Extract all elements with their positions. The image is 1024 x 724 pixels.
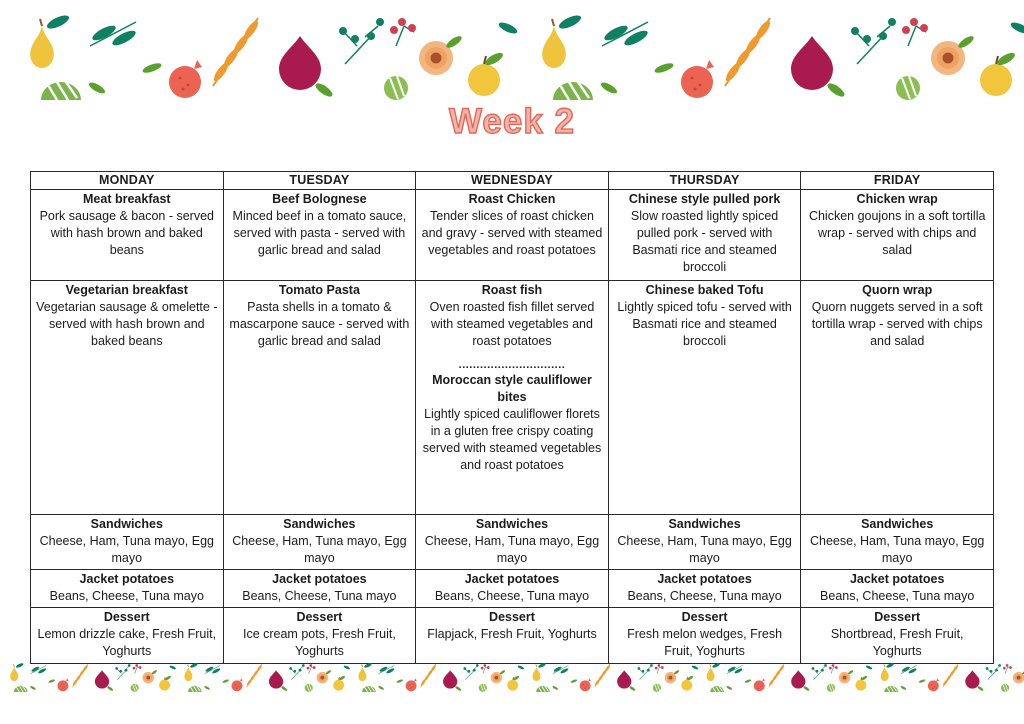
day-header-wednesday: WEDNESDAY: [416, 172, 609, 190]
fruit-border-bottom-icon: [0, 660, 1024, 696]
meal-title: Sandwiches: [475, 517, 549, 531]
menu-cell-friday-main: [801, 190, 994, 281]
meal-title: Jacket potatoes: [272, 572, 367, 586]
fruit-border-top-icon: [0, 6, 1024, 104]
meal-title: Sandwiches: [283, 517, 356, 531]
dotted-divider: ..............................: [458, 359, 566, 371]
menu-cell-wednesday-jacket-potatoes: [416, 570, 609, 608]
meal-desc: Beans, Cheese, Tuna mayo: [434, 589, 590, 603]
weekly-menu-table: [30, 171, 994, 664]
menu-cell-wednesday-vegetarian: [416, 281, 609, 515]
meal-desc: Pork sausage & bacon - served with hash brown and baked beans: [39, 209, 214, 257]
meal-title: Roast fish: [481, 283, 543, 297]
meal-title: Chinese baked Tofu: [645, 283, 764, 297]
menu-cell-thursday-dessert: [608, 608, 801, 664]
meal-desc: Lightly spiced tofu - served with Basmati rice and steamed broccoli: [617, 300, 792, 348]
menu-cell-wednesday-sandwiches: [416, 515, 609, 570]
menu-cell-thursday-main: [608, 190, 801, 281]
meal-title: Jacket potatoes: [657, 572, 752, 586]
menu-cell-friday-sandwiches: [801, 515, 994, 570]
meal-title: Dessert: [296, 610, 343, 624]
meal-desc: Tender slices of roast chicken and gravy - served with steamed vegetables and roast potatoes: [421, 209, 603, 257]
meal-desc: Beans, Cheese, Tuna mayo: [820, 589, 975, 603]
jacket-potatoes-row: [31, 570, 994, 608]
meal-title: Jacket potatoes: [464, 572, 560, 586]
meal-desc: Quorn nuggets served in a soft tortilla wrap - served with chips and salad: [811, 300, 983, 348]
meal-desc: Vegetarian sausage & omelette - served with hash brown and baked beans: [36, 300, 218, 348]
menu-cell-monday-sandwiches: [31, 515, 224, 570]
meal-title: Quorn wrap: [862, 283, 933, 297]
menu-cell-monday-jacket-potatoes: [31, 570, 224, 608]
meal-desc: Slow roasted lightly spiced pulled pork - served with Basmati rice and steamed broccoli: [630, 209, 779, 274]
meal-title-secondary: Moroccan style cauliflower bites: [432, 373, 592, 404]
menu-cell-wednesday-main: [416, 190, 609, 281]
meal-desc: Flapjack, Fresh Fruit, Yoghurts: [427, 627, 597, 641]
meal-desc: Lemon drizzle cake, Fresh Fruit, Yoghurts: [37, 627, 217, 658]
sandwiches-row: [31, 515, 994, 570]
meal-desc: Cheese, Ham, Tuna mayo, Egg mayo: [424, 534, 600, 565]
day-header-monday: MONDAY: [31, 172, 224, 190]
meal-desc-secondary: Lightly spiced cauliflower florets in a gluten free crispy coating served with steamed vegetables and roast potatoes: [422, 407, 602, 472]
meal-desc: Beans, Cheese, Tuna mayo: [49, 589, 204, 603]
menu-cell-wednesday-dessert: [416, 608, 609, 664]
meal-desc: Shortbread, Fresh Fruit, Yoghurts: [830, 627, 964, 658]
page-title: Week 2: [449, 102, 575, 141]
meal-title: Beef Bolognese: [272, 192, 367, 206]
menu-cell-tuesday-dessert: [223, 608, 416, 664]
meal-desc: Beans, Cheese, Tuna mayo: [242, 589, 397, 603]
meal-desc: Cheese, Ham, Tuna mayo, Egg mayo: [809, 534, 985, 565]
meal-title: Sandwiches: [90, 517, 163, 531]
meal-title: Dessert: [103, 610, 150, 624]
meal-desc: Ice cream pots, Fresh Fruit, Yoghurts: [242, 627, 396, 658]
menu-cell-monday-dessert: [31, 608, 224, 664]
menu-cell-monday-vegetarian: [31, 281, 224, 515]
meal-title: Sandwiches: [861, 517, 934, 531]
menu-cell-tuesday-main: [223, 190, 416, 281]
meal-title: Vegetarian breakfast: [65, 283, 188, 297]
meal-desc: Cheese, Ham, Tuna mayo, Egg mayo: [39, 534, 214, 565]
day-header-friday: FRIDAY: [801, 172, 994, 190]
meal-desc: Chicken goujons in a soft tortilla wrap - served with chips and salad: [808, 209, 986, 257]
menu-cell-tuesday-sandwiches: [223, 515, 416, 570]
vegetarian-row: [31, 281, 994, 515]
meal-title: Jacket potatoes: [849, 572, 945, 586]
menu-cell-friday-dessert: [801, 608, 994, 664]
menu-cell-monday-main: [31, 190, 224, 281]
day-header-thursday: THURSDAY: [608, 172, 801, 190]
menu-cell-friday-vegetarian: [801, 281, 994, 515]
meal-title: Chicken wrap: [856, 192, 938, 206]
meal-title: Dessert: [681, 610, 728, 624]
menu-cell-friday-jacket-potatoes: [801, 570, 994, 608]
meal-desc: Cheese, Ham, Tuna mayo, Egg mayo: [232, 534, 407, 565]
meal-title: Dessert: [489, 610, 535, 624]
menu-cell-thursday-jacket-potatoes: [608, 570, 801, 608]
meal-desc: Minced beef in a tomato sauce, served with pasta - served with garlic bread and salad: [232, 209, 407, 257]
main-course-row: [31, 190, 994, 281]
menu-cell-tuesday-vegetarian: [223, 281, 416, 515]
meal-title: Meat breakfast: [83, 192, 171, 206]
meal-title: Chinese style pulled pork: [628, 192, 781, 206]
meal-desc: Oven roasted fish fillet served with steamed vegetables and roast potatoes: [429, 300, 595, 348]
day-header-row: [31, 172, 994, 190]
menu-cell-thursday-vegetarian: [608, 281, 801, 515]
meal-title: Sandwiches: [668, 517, 741, 531]
meal-title: Roast Chicken: [468, 192, 556, 206]
meal-desc: Fresh melon wedges, Fresh Fruit, Yoghurts: [627, 627, 783, 658]
meal-title: Dessert: [874, 610, 921, 624]
menu-cell-tuesday-jacket-potatoes: [223, 570, 416, 608]
meal-desc: Beans, Cheese, Tuna mayo: [627, 589, 782, 603]
meal-title: Jacket potatoes: [79, 572, 175, 586]
meal-desc: Cheese, Ham, Tuna mayo, Egg mayo: [617, 534, 792, 565]
meal-desc: Pasta shells in a tomato & mascarpone sauce - served with garlic bread and salad: [229, 300, 410, 348]
meal-title: Tomato Pasta: [278, 283, 360, 297]
menu-cell-thursday-sandwiches: [608, 515, 801, 570]
day-header-tuesday: TUESDAY: [223, 172, 416, 190]
dessert-row: [31, 608, 994, 664]
